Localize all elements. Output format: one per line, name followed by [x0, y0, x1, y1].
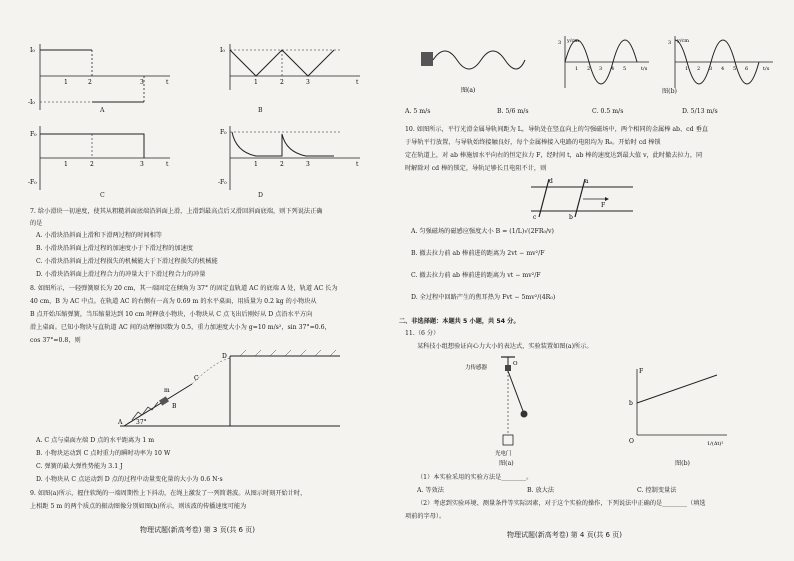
- svg-text:1/(Δt)²: 1/(Δt)²: [707, 441, 724, 447]
- q11-sub1-c: C. 控制变量法: [637, 487, 677, 494]
- q7-option-a: A. 小滑块沿斜面上滑和下滑两过程的时间相等: [36, 232, 162, 239]
- svg-text:A: A: [118, 419, 123, 426]
- svg-text:3: 3: [306, 161, 310, 168]
- q11-sub2: （2）考虑到实验环境、测量条件等实际因素，对于这个实验的操作，下列说法中正确的是________（填选: [417, 500, 706, 507]
- svg-text:1: 1: [685, 66, 689, 72]
- graph-a-y: I₀: [30, 47, 35, 54]
- svg-text:F: F: [601, 202, 606, 209]
- svg-text:力传感器: 力传感器: [465, 365, 488, 371]
- svg-text:2: 2: [280, 161, 284, 168]
- svg-text:t: t: [166, 79, 169, 86]
- svg-text:m: m: [164, 387, 170, 394]
- svg-text:3: 3: [140, 161, 144, 168]
- svg-text:I₀: I₀: [220, 47, 225, 54]
- svg-text:6: 6: [745, 66, 749, 72]
- q7-option-c: C. 小滑块沿斜面上滑过程损失的机械能大于下滑过程损失的机械能: [36, 258, 218, 265]
- svg-text:D: D: [222, 353, 227, 360]
- svg-text:4: 4: [721, 66, 725, 72]
- svg-text:5: 5: [623, 66, 627, 72]
- q7-option-d: D. 小滑块沿斜面上滑过程合力的冲量大于下滑过程合力的冲量: [36, 271, 206, 278]
- q10-option-d: D. 全过程中回路产生的焦耳热为 Fvt − 5mv²/(4R₀): [411, 294, 556, 301]
- svg-text:1: 1: [254, 161, 258, 168]
- svg-text:y/cm: y/cm: [677, 38, 690, 44]
- graph-a-yneg: -I₀: [28, 99, 35, 106]
- wave-figure-b-label: 图(b): [662, 88, 677, 95]
- svg-text:5: 5: [733, 66, 737, 72]
- q9-option-a: A. 5 m/s: [405, 108, 431, 115]
- svg-text:c: c: [533, 214, 537, 221]
- svg-text:2: 2: [90, 161, 94, 168]
- q11-graph-b: [627, 365, 737, 450]
- svg-text:2: 2: [697, 66, 701, 72]
- q7-stem: 7. 给小滑块一初速度，使其从粗糙斜面底端沿斜面上滑，上滑到最高点后又滑回斜面底端，则下列说法正确: [30, 208, 323, 215]
- svg-text:37°: 37°: [136, 419, 147, 426]
- q11-sub1: （1）本实验采用的实验方法是________。: [417, 474, 533, 481]
- svg-text:3: 3: [558, 40, 562, 46]
- svg-text:2: 2: [88, 79, 92, 86]
- graph-a-label: A: [100, 107, 105, 114]
- svg-text:t: t: [356, 79, 359, 86]
- svg-text:b: b: [629, 400, 633, 407]
- q9-stem: 9. 如图(a)所示，握住软绳的一端周期性上下抖动，在绳上激发了一列简谐波。从图示时刻开始计时，: [30, 490, 307, 497]
- svg-text:t/s: t/s: [763, 66, 770, 72]
- svg-text:d: d: [549, 178, 553, 185]
- svg-text:t: t: [356, 161, 359, 168]
- svg-text:b: b: [569, 214, 573, 221]
- svg-text:F₀: F₀: [220, 129, 227, 136]
- svg-text:B: B: [172, 403, 177, 410]
- q10-option-a: A. 匀强磁场的磁感应强度大小 B = (1/L)√(2FR₀/v): [411, 228, 554, 235]
- q9-option-c: C. 0.5 m/s: [592, 108, 624, 115]
- left-page: I₀ -I₀ 1 2 3 t A I₀ 1 2 3 t B F₀ -F₀ 1 2 3 t C F₀ -F₀ 1 2 3 t D 7. 给小滑块一初速度，使其从粗糙斜面底端沿斜面上滑，上滑到最高点后又滑回斜面底端，则下列说法正确 的是 A. 小滑块沿斜面上滑和下滑两过程的时间相等 B. 小滑块沿斜面上滑过程的加速度小于下滑过程的加速度 C. 小滑块沿斜面上滑过程损失的机械能大于下滑过程损失的机械能 D. 小滑块沿斜面上滑过程合力的冲量大于下滑过程合力的冲量 8. 如图所示，一轻弹簧原长为 20 cm，其一端固定在倾角为 37° 的固定直轨道 AC 的底端 A 处，轨道 AC 长为 40 cm，B 为 AC 中点。在轨道 AC 的右侧有一高为 0.69 m 的水平桌面，用质量为 0.2 kg 的小物块从 B 点开始压缩弹簧，当压缩量达到 10 cm 时释放小物块，小物块从 C 点飞出后刚好从 D 点沿水平方向 滑上桌面。已知小物块与直轨道 AC 间的动摩擦因数为 0.5，重力加速度大小为 g=10 m/s²，sin 37°=0.6， cos 37°=0.8，则 D C m B A 37° A. C 点与桌面左端 D 点的水平距离为 1 m B. 小物块运动到 C 点时重力的瞬时功率为 10 W C. 弹簧的最大弹性势能为 3.1 J D. 小物块从 C 点运动到 D 点的过程中动量变化量的大小为 0.6 N·s 9. 如图(a)所示，握住软绳的一端周期性上下抖动，在绳上激发了一列简谐波。从图示时刻开始计时， 上相距 5 m 的两个质点的振动图像分别如图(b)所示，则该波的传播速度可能为 物理试题(新高考卷) 第 3 页(共 6 页): [0, 0, 397, 561]
- svg-text:2: 2: [280, 79, 284, 86]
- svg-text:光电门: 光电门: [495, 451, 512, 457]
- wave-figure-a: [417, 40, 527, 95]
- svg-text:1: 1: [64, 79, 68, 86]
- q11-apparatus-figure: [457, 355, 547, 460]
- svg-text:-F₀: -F₀: [218, 179, 227, 186]
- vibration-graph-2: [667, 34, 777, 94]
- svg-text:O: O: [629, 438, 634, 445]
- svg-text:2: 2: [587, 66, 591, 72]
- right-footer: 物理试题(新高考卷) 第 4 页(共 6 页): [507, 531, 622, 539]
- graph-c: [30, 122, 180, 194]
- svg-text:1: 1: [64, 161, 68, 168]
- svg-text:y/cm: y/cm: [567, 38, 580, 44]
- q8-option-d: D. 小物块从 C 点运动到 D 点的过程中动量变化量的大小为 0.6 N·s: [36, 476, 223, 483]
- svg-text:C: C: [194, 375, 199, 382]
- right-page: 图(a) y/cm 3 1 2 3 4 5 t/s y/cm 3 1 2 3 4 5 6 t/s 图(b) A. 5 m/s B. 5/6 m/s C. 0.5 m/s D. 5/13 m/s 10. 如图所示，平行光滑金属导轨间距为 L，导轨处在竖直向上的匀强磁场中，两个相同的金属棒 ab、cd 垂直 于导轨平行放置，与导轨始终接触良好，每个金属棒接入电路的电阻均为 R₀。开始时 cd 棒锁 定在轨道上，对 ab 棒施加水平向右的恒定拉力 F，经时间 t，ab 棒的速度达到最大值 v，此时撤去拉力，同 时解除对 cd 棒的锁定，导轨足够长且电阻不计，则 d c a b F A. 匀强磁场的磁感应强度大小 B = (1/L)√(2FR₀/v) B. 撤去拉力前 ab 棒前进的距离为 2vt − mv²/F C. 撤去拉力前 ab 棒前进的距离为 vt − mv²/F D. 全过程中回路产生的焦耳热为 Fvt − 5mv²/(4R₀) 二、非选择题：本题共 5 小题，共 54 分。 11.（6 分） 某科技小组想验证向心力大小的表达式，实验装置如图(a)所示。 力传感器 O 光电门 图(a) F b O 1/(Δt)² 图(b) （1）本实验采用的实验方法是________。 A. 等效法 B. 放大法 C. 控制变量法 （2）考虑到实验环境、测量条件等实际因素，对于这个实验的操作，下列说法中正确的是________（填选 项前的字母）。 物理试题(新高考卷) 第 4 页(共 6 页): [397, 0, 794, 561]
- graph-b: [220, 40, 370, 115]
- graph-d-label: D: [258, 192, 263, 199]
- graph-d: [220, 122, 370, 194]
- svg-text:O: O: [513, 361, 518, 367]
- q8-option-b: B. 小物块运动到 C 点时重力的瞬时功率为 10 W: [36, 450, 171, 457]
- q7-option-b: B. 小滑块沿斜面上滑过程的加速度小于下滑过程的加速度: [36, 245, 193, 252]
- q11-title: 11.（6 分）: [405, 330, 440, 337]
- q11-sub1-b: B. 放大法: [527, 487, 555, 494]
- q11-stem: 某科技小组想验证向心力大小的表达式，实验装置如图(a)所示。: [417, 343, 593, 350]
- q8-option-c: C. 弹簧的最大弹性势能为 3.1 J: [36, 463, 123, 470]
- q10-option-b: B. 撤去拉力前 ab 棒前进的距离为 2vt − mv²/F: [411, 250, 545, 257]
- wave-figure-a-label: 图(a): [461, 87, 476, 94]
- section-heading: 二、非选择题：本题共 5 小题，共 54 分。: [399, 318, 520, 325]
- left-footer: 物理试题(新高考卷) 第 3 页(共 6 页): [140, 526, 255, 534]
- q11-sub1-a: A. 等效法: [417, 487, 444, 494]
- q9-option-b: B. 5/6 m/s: [497, 108, 529, 115]
- q8-figure: [110, 350, 350, 430]
- svg-text:F₀: F₀: [30, 131, 37, 138]
- q11-fig-a-label: 图(a): [499, 460, 514, 467]
- svg-text:3: 3: [709, 66, 713, 72]
- svg-text:3: 3: [599, 66, 603, 72]
- q8-option-a: A. C 点与桌面左端 D 点的水平距离为 1 m: [36, 437, 155, 444]
- svg-text:-F₀: -F₀: [28, 179, 37, 186]
- q10-option-c: C. 撤去拉力前 ab 棒前进的距离为 vt − mv²/F: [411, 272, 541, 279]
- svg-text:F: F: [639, 368, 644, 375]
- svg-text:4: 4: [611, 66, 615, 72]
- q10-rails-figure: [527, 175, 637, 220]
- svg-text:3: 3: [140, 79, 144, 86]
- q8-stem: 8. 如图所示，一轻弹簧原长为 20 cm，其一端固定在倾角为 37° 的固定直轨道 AC 的底端 A 处，轨道 AC 长为: [30, 285, 338, 292]
- q9-option-d: D. 5/13 m/s: [682, 108, 718, 115]
- graph-b-label: B: [258, 107, 263, 114]
- q10-stem: 10. 如图所示，平行光滑金属导轨间距为 L，导轨处在竖直向上的匀强磁场中，两个相同的金属棒 ab、cd 垂直: [405, 126, 708, 133]
- graph-c-label: C: [100, 192, 105, 199]
- svg-text:3: 3: [306, 79, 310, 86]
- svg-text:t: t: [166, 161, 169, 168]
- q11-fig-b-label: 图(b): [675, 460, 690, 467]
- svg-text:1: 1: [254, 79, 258, 86]
- graph-a: [30, 40, 180, 115]
- vibration-graph-1: [557, 34, 652, 94]
- svg-text:3: 3: [668, 40, 672, 46]
- svg-text:a: a: [585, 178, 589, 185]
- svg-text:t/s: t/s: [641, 66, 648, 72]
- svg-text:1: 1: [575, 66, 579, 72]
